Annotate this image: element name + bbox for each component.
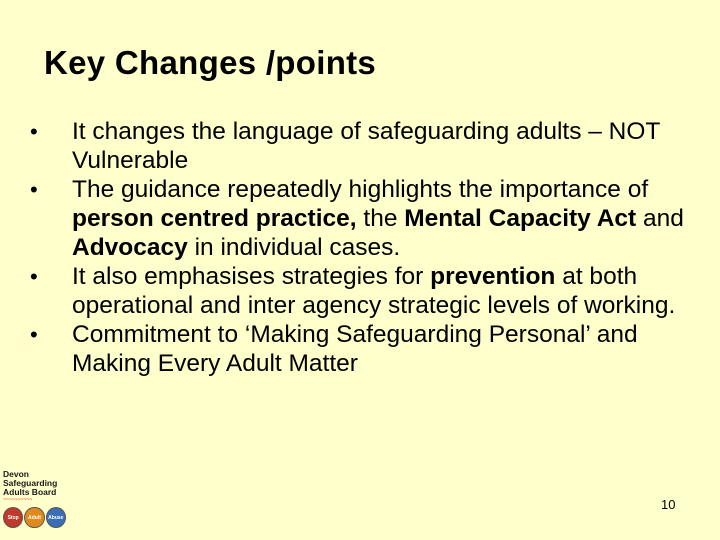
logo-line-3: Adults Board xyxy=(3,487,57,497)
bullet-text: It also emphasises strategies for xyxy=(72,263,431,290)
logo-line-2: Safeguarding xyxy=(3,478,58,488)
bullet-item xyxy=(30,117,690,175)
logo-tagline-graphic: ~~~~~~~~~~ xyxy=(3,497,33,503)
bullet-text: Commitment to ‘Making Safeguarding Personal’ and Making Every Adult Matter xyxy=(72,321,638,377)
bullet-item xyxy=(30,320,690,378)
bullet-item xyxy=(30,262,690,320)
bullet-text: the xyxy=(356,205,405,232)
logo-circle-abuse: Abuse xyxy=(46,507,66,528)
bullet-emphasis: Mental Capacity Act xyxy=(404,205,637,232)
bullet-text: The guidance repeatedly highlights the importance of xyxy=(72,176,649,203)
logo-line-1: Devon xyxy=(3,469,29,479)
logo-circles xyxy=(3,507,67,528)
slide-title: Key Changes /points xyxy=(44,44,377,81)
bullet-list xyxy=(30,117,690,378)
bullet-emphasis: prevention xyxy=(430,263,556,290)
logo-circle-stop: Stop xyxy=(3,507,23,528)
bullet-emphasis: Advocacy xyxy=(72,234,188,261)
bullet-text: in individual cases. xyxy=(187,234,401,261)
bullet-text: It changes the language of safeguarding adults – NOT Vulnerable xyxy=(72,118,660,174)
logo-circle-adult: Adult xyxy=(24,507,44,528)
bullet-text: and xyxy=(636,205,684,232)
bullet-item xyxy=(30,175,690,262)
dsab-logo xyxy=(3,470,67,538)
bullet-emphasis: person centred practice, xyxy=(72,205,357,232)
bullet-text: at both operational and inter agency strategic levels of working. xyxy=(72,263,676,319)
page-number: 10 xyxy=(661,497,676,512)
